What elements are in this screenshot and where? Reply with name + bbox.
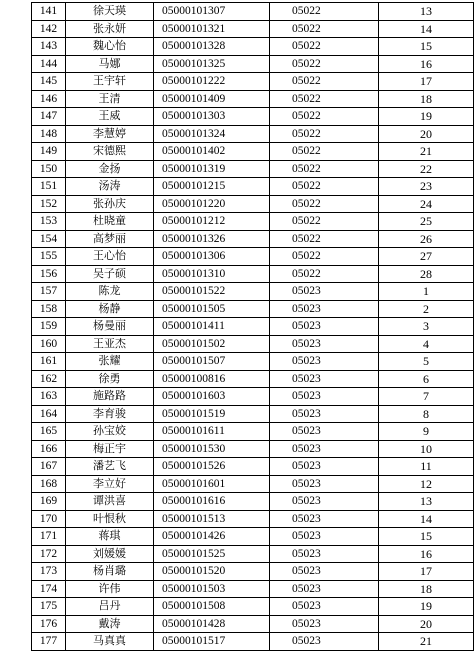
name-cell: 陈龙 [66, 283, 154, 301]
name-cell: 王威 [66, 108, 154, 126]
row-number-cell: 172 [32, 545, 66, 563]
room-code-cell: 05023 [270, 405, 379, 423]
table-row [32, 20, 474, 38]
room-code-cell: 05023 [270, 563, 379, 581]
room-code-cell: 05023 [270, 423, 379, 441]
id-number-cell: 05000101307 [154, 3, 270, 21]
document-sheet [31, 2, 474, 651]
seat-number-cell: 5 [379, 353, 474, 371]
name-cell: 潘艺飞 [66, 458, 154, 476]
id-number-cell: 05000101306 [154, 248, 270, 266]
row-number-cell: 157 [32, 283, 66, 301]
row-number-cell: 162 [32, 370, 66, 388]
name-cell: 吕丹 [66, 598, 154, 616]
table-row [32, 370, 474, 388]
row-number-cell: 145 [32, 73, 66, 91]
table-row [32, 388, 474, 406]
row-number-cell: 151 [32, 178, 66, 196]
table-row [32, 3, 474, 21]
row-number-cell: 158 [32, 300, 66, 318]
id-number-cell: 05000101525 [154, 545, 270, 563]
seat-number-cell: 1 [379, 283, 474, 301]
name-cell: 徐天瑛 [66, 3, 154, 21]
name-cell: 孙宝姣 [66, 423, 154, 441]
name-cell: 许伟 [66, 580, 154, 598]
table-row [32, 143, 474, 161]
id-number-cell: 05000101222 [154, 73, 270, 91]
room-code-cell: 05023 [270, 300, 379, 318]
id-number-cell: 05000101502 [154, 335, 270, 353]
room-code-cell: 05022 [270, 73, 379, 91]
row-number-cell: 147 [32, 108, 66, 126]
row-number-cell: 155 [32, 248, 66, 266]
id-number-cell: 05000101303 [154, 108, 270, 126]
room-code-cell: 05023 [270, 475, 379, 493]
id-number-cell: 05000101411 [154, 318, 270, 336]
table-row [32, 545, 474, 563]
row-number-cell: 143 [32, 38, 66, 56]
seat-number-cell: 19 [379, 598, 474, 616]
name-cell: 张孙庆 [66, 195, 154, 213]
table-row [32, 213, 474, 231]
id-number-cell: 05000101324 [154, 125, 270, 143]
table-row [32, 353, 474, 371]
name-cell: 王心怡 [66, 248, 154, 266]
seat-number-cell: 21 [379, 143, 474, 161]
table-row [32, 125, 474, 143]
room-code-cell: 05023 [270, 598, 379, 616]
room-code-cell: 05023 [270, 440, 379, 458]
id-number-cell: 05000101428 [154, 615, 270, 633]
row-number-cell: 164 [32, 405, 66, 423]
row-number-cell: 159 [32, 318, 66, 336]
id-number-cell: 05000101513 [154, 510, 270, 528]
room-code-cell: 05023 [270, 335, 379, 353]
name-cell: 杜晓童 [66, 213, 154, 231]
table-row [32, 528, 474, 546]
seat-number-cell: 9 [379, 423, 474, 441]
name-cell: 刘媛媛 [66, 545, 154, 563]
row-number-cell: 177 [32, 633, 66, 651]
id-number-cell: 05000101522 [154, 283, 270, 301]
seat-number-cell: 13 [379, 493, 474, 511]
row-number-cell: 150 [32, 160, 66, 178]
row-number-cell: 154 [32, 230, 66, 248]
seat-number-cell: 7 [379, 388, 474, 406]
seat-number-cell: 6 [379, 370, 474, 388]
id-number-cell: 05000101616 [154, 493, 270, 511]
row-number-cell: 156 [32, 265, 66, 283]
seat-number-cell: 17 [379, 563, 474, 581]
row-number-cell: 146 [32, 90, 66, 108]
row-number-cell: 144 [32, 55, 66, 73]
table-row [32, 178, 474, 196]
row-number-cell: 174 [32, 580, 66, 598]
name-cell: 李慧婷 [66, 125, 154, 143]
row-number-cell: 173 [32, 563, 66, 581]
row-number-cell: 169 [32, 493, 66, 511]
row-number-cell: 163 [32, 388, 66, 406]
id-number-cell: 05000101326 [154, 230, 270, 248]
id-number-cell: 05000101328 [154, 38, 270, 56]
id-number-cell: 05000101505 [154, 300, 270, 318]
table-row [32, 598, 474, 616]
room-code-cell: 05022 [270, 265, 379, 283]
room-code-cell: 05023 [270, 370, 379, 388]
seat-number-cell: 17 [379, 73, 474, 91]
id-number-cell: 05000101426 [154, 528, 270, 546]
name-cell: 施路路 [66, 388, 154, 406]
room-code-cell: 05022 [270, 195, 379, 213]
room-code-cell: 05023 [270, 580, 379, 598]
table-body [32, 3, 474, 651]
room-code-cell: 05022 [270, 3, 379, 21]
name-cell: 金扬 [66, 160, 154, 178]
id-number-cell: 05000101212 [154, 213, 270, 231]
name-cell: 魏心怡 [66, 38, 154, 56]
seat-number-cell: 23 [379, 178, 474, 196]
id-number-cell: 05000101215 [154, 178, 270, 196]
name-cell: 马娜 [66, 55, 154, 73]
room-code-cell: 05022 [270, 248, 379, 266]
room-code-cell: 05022 [270, 178, 379, 196]
row-number-cell: 171 [32, 528, 66, 546]
row-number-cell: 152 [32, 195, 66, 213]
id-number-cell: 05000101503 [154, 580, 270, 598]
table-row [32, 283, 474, 301]
row-number-cell: 168 [32, 475, 66, 493]
room-code-cell: 05022 [270, 230, 379, 248]
table-row [32, 300, 474, 318]
table-row [32, 55, 474, 73]
table-row [32, 318, 474, 336]
seat-number-cell: 15 [379, 528, 474, 546]
name-cell: 杨静 [66, 300, 154, 318]
seat-number-cell: 18 [379, 90, 474, 108]
row-number-cell: 141 [32, 3, 66, 21]
id-number-cell: 05000101519 [154, 405, 270, 423]
room-code-cell: 05023 [270, 493, 379, 511]
id-number-cell: 05000101325 [154, 55, 270, 73]
seat-number-cell: 3 [379, 318, 474, 336]
room-code-cell: 05023 [270, 388, 379, 406]
table-row [32, 633, 474, 651]
room-code-cell: 05023 [270, 615, 379, 633]
seat-number-cell: 4 [379, 335, 474, 353]
row-number-cell: 161 [32, 353, 66, 371]
table-row [32, 73, 474, 91]
table-row [32, 265, 474, 283]
name-cell: 张永妍 [66, 20, 154, 38]
room-code-cell: 05023 [270, 633, 379, 651]
seat-number-cell: 2 [379, 300, 474, 318]
name-cell: 王亚杰 [66, 335, 154, 353]
room-code-cell: 05022 [270, 38, 379, 56]
seating-table [31, 2, 474, 651]
table-row [32, 475, 474, 493]
seat-number-cell: 13 [379, 3, 474, 21]
seat-number-cell: 10 [379, 440, 474, 458]
room-code-cell: 05023 [270, 283, 379, 301]
name-cell: 王宇轩 [66, 73, 154, 91]
name-cell: 吴子硕 [66, 265, 154, 283]
row-number-cell: 148 [32, 125, 66, 143]
name-cell: 叶恨秋 [66, 510, 154, 528]
id-number-cell: 05000101611 [154, 423, 270, 441]
room-code-cell: 05023 [270, 510, 379, 528]
id-number-cell: 05000101402 [154, 143, 270, 161]
room-code-cell: 05022 [270, 160, 379, 178]
table-row [32, 440, 474, 458]
room-code-cell: 05023 [270, 458, 379, 476]
table-row [32, 615, 474, 633]
room-code-cell: 05023 [270, 318, 379, 336]
name-cell: 张耀 [66, 353, 154, 371]
id-number-cell: 05000101507 [154, 353, 270, 371]
room-code-cell: 05022 [270, 125, 379, 143]
table-row [32, 160, 474, 178]
table-row [32, 38, 474, 56]
seat-number-cell: 25 [379, 213, 474, 231]
seat-number-cell: 20 [379, 615, 474, 633]
name-cell: 梅正宇 [66, 440, 154, 458]
id-number-cell: 05000100816 [154, 370, 270, 388]
room-code-cell: 05022 [270, 143, 379, 161]
name-cell: 蒋琪 [66, 528, 154, 546]
id-number-cell: 05000101601 [154, 475, 270, 493]
table-row [32, 458, 474, 476]
id-number-cell: 05000101520 [154, 563, 270, 581]
table-row [32, 230, 474, 248]
id-number-cell: 05000101526 [154, 458, 270, 476]
seat-number-cell: 27 [379, 248, 474, 266]
id-number-cell: 05000101409 [154, 90, 270, 108]
id-number-cell: 05000101310 [154, 265, 270, 283]
name-cell: 马真真 [66, 633, 154, 651]
seat-number-cell: 14 [379, 510, 474, 528]
id-number-cell: 05000101517 [154, 633, 270, 651]
table-row [32, 493, 474, 511]
seat-number-cell: 28 [379, 265, 474, 283]
seat-number-cell: 16 [379, 545, 474, 563]
table-row [32, 195, 474, 213]
table-row [32, 423, 474, 441]
id-number-cell: 05000101603 [154, 388, 270, 406]
table-row [32, 90, 474, 108]
name-cell: 戴涛 [66, 615, 154, 633]
seat-number-cell: 19 [379, 108, 474, 126]
name-cell: 谭洪喜 [66, 493, 154, 511]
room-code-cell: 05022 [270, 108, 379, 126]
row-number-cell: 149 [32, 143, 66, 161]
name-cell: 李立好 [66, 475, 154, 493]
seat-number-cell: 24 [379, 195, 474, 213]
room-code-cell: 05023 [270, 528, 379, 546]
seat-number-cell: 16 [379, 55, 474, 73]
seat-number-cell: 21 [379, 633, 474, 651]
room-code-cell: 05022 [270, 55, 379, 73]
name-cell: 汤涛 [66, 178, 154, 196]
seat-number-cell: 20 [379, 125, 474, 143]
table-row [32, 405, 474, 423]
table-row [32, 510, 474, 528]
room-code-cell: 05023 [270, 545, 379, 563]
seat-number-cell: 14 [379, 20, 474, 38]
name-cell: 王清 [66, 90, 154, 108]
room-code-cell: 05022 [270, 90, 379, 108]
seat-number-cell: 11 [379, 458, 474, 476]
name-cell: 杨肖璐 [66, 563, 154, 581]
row-number-cell: 160 [32, 335, 66, 353]
table-row [32, 580, 474, 598]
table-row [32, 563, 474, 581]
row-number-cell: 142 [32, 20, 66, 38]
id-number-cell: 05000101321 [154, 20, 270, 38]
row-number-cell: 176 [32, 615, 66, 633]
name-cell: 李育骏 [66, 405, 154, 423]
seat-number-cell: 26 [379, 230, 474, 248]
table-row [32, 248, 474, 266]
room-code-cell: 05022 [270, 213, 379, 231]
name-cell: 高梦丽 [66, 230, 154, 248]
table-row [32, 335, 474, 353]
name-cell: 杨曼丽 [66, 318, 154, 336]
row-number-cell: 165 [32, 423, 66, 441]
id-number-cell: 05000101508 [154, 598, 270, 616]
table-row [32, 108, 474, 126]
seat-number-cell: 18 [379, 580, 474, 598]
id-number-cell: 05000101220 [154, 195, 270, 213]
row-number-cell: 175 [32, 598, 66, 616]
room-code-cell: 05023 [270, 353, 379, 371]
row-number-cell: 167 [32, 458, 66, 476]
row-number-cell: 166 [32, 440, 66, 458]
room-code-cell: 05022 [270, 20, 379, 38]
row-number-cell: 153 [32, 213, 66, 231]
seat-number-cell: 12 [379, 475, 474, 493]
seat-number-cell: 22 [379, 160, 474, 178]
row-number-cell: 170 [32, 510, 66, 528]
seat-number-cell: 8 [379, 405, 474, 423]
name-cell: 宋德熙 [66, 143, 154, 161]
id-number-cell: 05000101319 [154, 160, 270, 178]
id-number-cell: 05000101530 [154, 440, 270, 458]
seat-number-cell: 15 [379, 38, 474, 56]
name-cell: 徐勇 [66, 370, 154, 388]
